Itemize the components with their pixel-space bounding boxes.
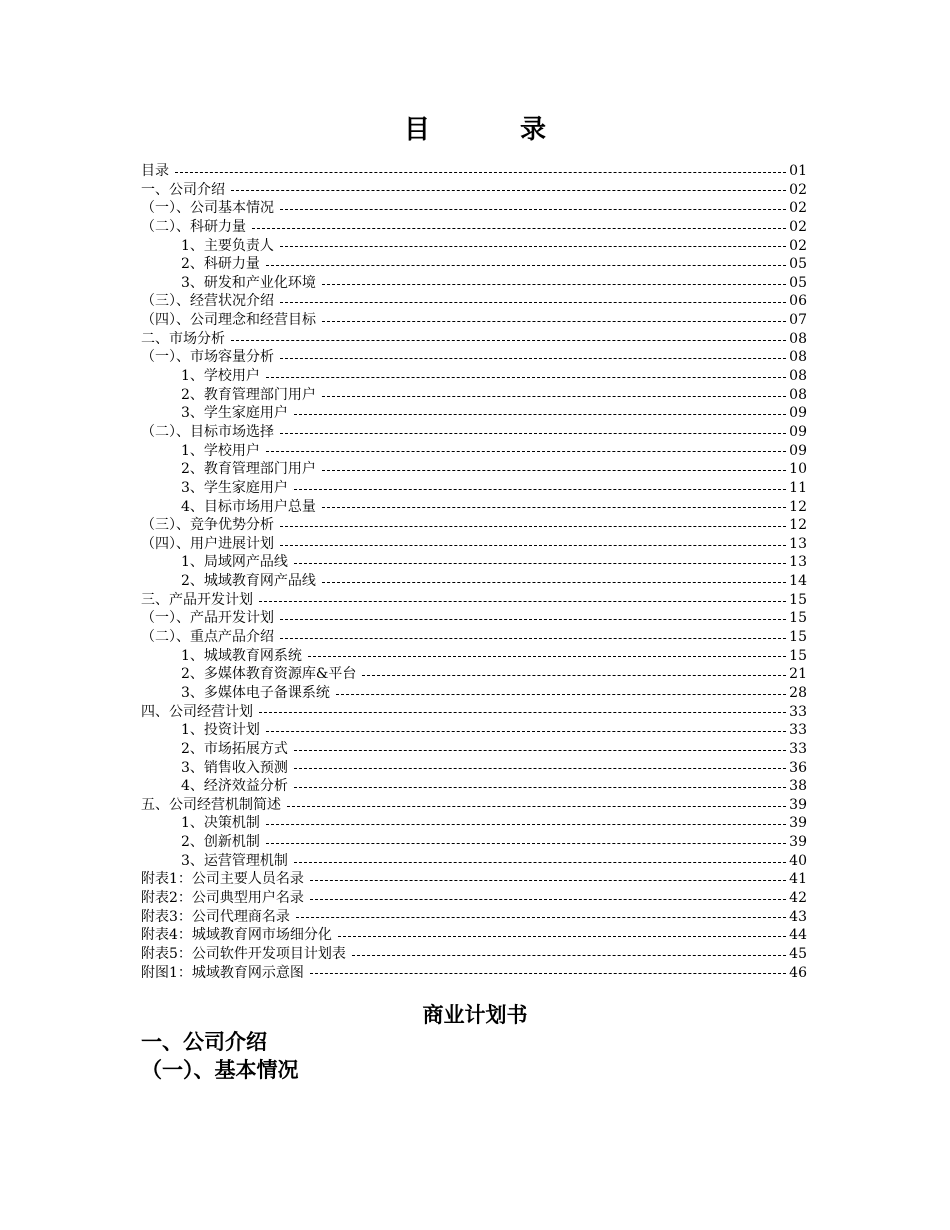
toc-entry[interactable] bbox=[141, 833, 807, 852]
toc-dot-leader bbox=[294, 414, 786, 415]
toc-dot-leader bbox=[322, 284, 786, 285]
toc-dot-leader bbox=[280, 302, 786, 303]
subsection-heading: （一）、基本情况 bbox=[141, 1057, 299, 1082]
toc-entry-label: （四）、公司理念和经营目标 bbox=[141, 312, 316, 329]
toc-entry[interactable] bbox=[141, 274, 807, 293]
toc-entry-page: 01 bbox=[789, 163, 807, 179]
toc-entry-page: 06 bbox=[789, 293, 807, 310]
toc-entry-label: 4、目标市场用户总量 bbox=[181, 498, 316, 515]
toc-entry-page: 05 bbox=[789, 256, 807, 273]
section-heading: 一、公司介绍 bbox=[141, 1029, 267, 1054]
toc-entry-label: 3、研发和产业化环境 bbox=[181, 274, 316, 291]
toc-entry-label: （二）、科研力量 bbox=[141, 218, 246, 235]
toc-entry-page: 09 bbox=[789, 405, 807, 422]
toc-dot-leader bbox=[308, 656, 786, 657]
toc-entry[interactable] bbox=[141, 777, 807, 796]
toc-dot-leader bbox=[266, 265, 786, 266]
toc-entry-page: 41 bbox=[789, 871, 807, 888]
toc-entry-label: （二）、重点产品介绍 bbox=[141, 629, 274, 646]
toc-entry-page: 33 bbox=[789, 703, 807, 720]
toc-entry-label: 2、城域教育网产品线 bbox=[181, 573, 316, 590]
toc-dot-leader bbox=[338, 936, 786, 937]
toc-entry[interactable] bbox=[141, 796, 807, 815]
toc-entry-label: 一、公司介绍 bbox=[141, 181, 225, 198]
toc-entry-label: 4、经济效益分析 bbox=[181, 778, 288, 795]
toc-entry-label: 附图1：城域教育网示意图 bbox=[141, 964, 304, 981]
toc-entry-page: 02 bbox=[789, 237, 807, 254]
toc-entry-page: 02 bbox=[789, 218, 807, 235]
toc-dot-leader bbox=[266, 377, 786, 378]
toc-entry-label: 2、教育管理部门用户 bbox=[181, 386, 316, 403]
toc-dot-leader bbox=[322, 507, 786, 508]
toc-dot-leader bbox=[310, 973, 786, 974]
toc-entry[interactable] bbox=[141, 870, 807, 889]
toc-dot-leader bbox=[280, 526, 786, 527]
toc-entry-label: 附表1：公司主要人员名录 bbox=[141, 871, 304, 888]
toc-entry[interactable] bbox=[141, 572, 807, 591]
toc-entry-page: 13 bbox=[789, 554, 807, 571]
toc-dot-leader bbox=[175, 172, 786, 173]
toc-entry-page: 28 bbox=[789, 684, 807, 701]
toc-entry[interactable] bbox=[141, 330, 807, 349]
toc-entry-page: 33 bbox=[789, 722, 807, 739]
toc-entry-label: 1、主要负责人 bbox=[181, 237, 274, 254]
toc-entry-page: 12 bbox=[789, 517, 807, 534]
toc-entry[interactable] bbox=[141, 665, 807, 684]
document-title: 商业计划书 bbox=[422, 1002, 528, 1027]
toc-entry-page: 33 bbox=[789, 740, 807, 757]
toc-entry-page: 02 bbox=[789, 200, 807, 217]
toc-entry-page: 09 bbox=[789, 442, 807, 459]
toc-entry[interactable] bbox=[141, 926, 807, 945]
toc-entry-label: 四、公司经营计划 bbox=[141, 703, 253, 720]
toc-dot-leader bbox=[280, 619, 786, 620]
toc-entry[interactable] bbox=[141, 721, 807, 740]
toc-heading bbox=[0, 112, 950, 148]
toc-entry[interactable] bbox=[141, 516, 807, 535]
toc-entry-label: （一）、市场容量分析 bbox=[141, 349, 274, 366]
toc-dot-leader bbox=[294, 563, 786, 564]
toc-dot-leader bbox=[280, 209, 786, 210]
toc-dot-leader bbox=[231, 190, 786, 191]
toc-dot-leader bbox=[294, 862, 786, 863]
toc-dot-leader bbox=[266, 824, 786, 825]
toc-entry-label: （二）、目标市场选择 bbox=[141, 423, 274, 440]
toc-entry[interactable] bbox=[141, 218, 807, 237]
toc-entry[interactable] bbox=[141, 498, 807, 517]
toc-dot-leader bbox=[266, 843, 786, 844]
toc-entry-page: 40 bbox=[789, 852, 807, 869]
toc-entry-page: 02 bbox=[789, 181, 807, 198]
toc-dot-leader bbox=[280, 246, 786, 247]
toc-entry-label: 二、市场分析 bbox=[141, 330, 225, 347]
toc-entry[interactable] bbox=[141, 889, 807, 908]
toc-dot-leader bbox=[294, 768, 786, 769]
toc-entry-page: 15 bbox=[789, 591, 807, 608]
toc-entry[interactable] bbox=[141, 255, 807, 274]
toc-entry-label: 3、多媒体电子备课系统 bbox=[181, 684, 330, 701]
toc-dot-leader bbox=[280, 358, 786, 359]
toc-entry[interactable] bbox=[141, 199, 807, 218]
toc-dot-leader bbox=[322, 470, 786, 471]
toc-entry-page: 42 bbox=[789, 889, 807, 906]
toc-entry-page: 15 bbox=[789, 629, 807, 646]
toc-entry-page: 10 bbox=[789, 461, 807, 478]
table-of-contents bbox=[141, 162, 807, 982]
toc-entry-label: 1、决策机制 bbox=[181, 815, 260, 832]
toc-dot-leader bbox=[280, 638, 786, 639]
toc-entry[interactable] bbox=[141, 479, 807, 498]
toc-entry-label: 附表2：公司典型用户名录 bbox=[141, 889, 304, 906]
toc-dot-leader bbox=[259, 601, 786, 602]
toc-heading-left: 目 bbox=[403, 115, 430, 145]
toc-entry-page: 39 bbox=[789, 796, 807, 813]
toc-entry-page: 44 bbox=[789, 927, 807, 944]
toc-dot-leader bbox=[266, 731, 786, 732]
toc-entry[interactable] bbox=[141, 386, 807, 405]
toc-entry-page: 08 bbox=[789, 349, 807, 366]
toc-entry-label: 2、教育管理部门用户 bbox=[181, 461, 316, 478]
toc-entry[interactable] bbox=[141, 367, 807, 386]
toc-entry[interactable] bbox=[141, 591, 807, 610]
toc-entry-page: 08 bbox=[789, 386, 807, 403]
toc-entry[interactable] bbox=[141, 442, 807, 461]
toc-entry[interactable] bbox=[141, 609, 807, 628]
toc-entry[interactable] bbox=[141, 423, 807, 442]
toc-dot-leader bbox=[296, 917, 786, 918]
toc-dot-leader bbox=[322, 396, 786, 397]
toc-entry-label: 3、销售收入预测 bbox=[181, 759, 288, 776]
toc-entry[interactable] bbox=[141, 404, 807, 423]
toc-entry-label: （一）、公司基本情况 bbox=[141, 200, 274, 217]
toc-entry[interactable] bbox=[141, 703, 807, 722]
toc-entry-label: 1、学校用户 bbox=[181, 442, 260, 459]
toc-dot-leader bbox=[310, 899, 786, 900]
toc-entry-page: 08 bbox=[789, 330, 807, 347]
toc-entry[interactable] bbox=[141, 181, 807, 200]
toc-dot-leader bbox=[266, 451, 786, 452]
toc-entry-label: （一）、产品开发计划 bbox=[141, 610, 274, 627]
toc-entry[interactable] bbox=[141, 292, 807, 311]
toc-entry-page: 39 bbox=[789, 834, 807, 851]
toc-dot-leader bbox=[287, 806, 786, 807]
toc-entry-label: 三、产品开发计划 bbox=[141, 591, 253, 608]
toc-entry[interactable] bbox=[141, 814, 807, 833]
toc-dot-leader bbox=[322, 582, 786, 583]
toc-entry[interactable] bbox=[141, 759, 807, 778]
toc-entry[interactable] bbox=[141, 237, 807, 256]
toc-entry[interactable] bbox=[141, 311, 807, 330]
toc-entry[interactable] bbox=[141, 535, 807, 554]
toc-entry-page: 12 bbox=[789, 498, 807, 515]
toc-entry-label: 2、多媒体教育资源库&平台 bbox=[181, 666, 357, 683]
toc-entry-page: 45 bbox=[789, 945, 807, 962]
toc-entry[interactable] bbox=[141, 945, 807, 964]
toc-entry-page: 15 bbox=[789, 610, 807, 627]
toc-entry-label: （三）、竞争优势分析 bbox=[141, 517, 274, 534]
toc-entry-page: 39 bbox=[789, 815, 807, 832]
toc-entry-page: 09 bbox=[789, 423, 807, 440]
toc-entry[interactable] bbox=[141, 852, 807, 871]
toc-entry-label: 2、创新机制 bbox=[181, 834, 260, 851]
toc-entry[interactable] bbox=[141, 964, 807, 983]
toc-entry-label: 2、市场拓展方式 bbox=[181, 740, 288, 757]
toc-entry-label: 五、公司经营机制简述 bbox=[141, 796, 281, 813]
toc-entry-label: 附表3：公司代理商名录 bbox=[141, 908, 290, 925]
toc-entry-page: 46 bbox=[789, 964, 807, 981]
toc-entry-page: 07 bbox=[789, 312, 807, 329]
toc-entry[interactable] bbox=[141, 348, 807, 367]
toc-entry-page: 43 bbox=[789, 908, 807, 925]
toc-entry-page: 13 bbox=[789, 535, 807, 552]
toc-entry-label: 1、学校用户 bbox=[181, 368, 260, 385]
toc-dot-leader bbox=[294, 489, 786, 490]
toc-entry[interactable] bbox=[141, 162, 807, 181]
toc-entry-label: 1、城域教育网系统 bbox=[181, 647, 302, 664]
toc-entry-label: 目录 bbox=[141, 163, 169, 179]
toc-entry[interactable] bbox=[141, 908, 807, 927]
toc-entry[interactable] bbox=[141, 647, 807, 666]
toc-entry-label: 3、运营管理机制 bbox=[181, 852, 288, 869]
toc-entry[interactable] bbox=[141, 628, 807, 647]
toc-entry-page: 08 bbox=[789, 368, 807, 385]
toc-entry[interactable] bbox=[141, 684, 807, 703]
toc-heading-right: 录 bbox=[520, 115, 547, 145]
toc-entry-label: 3、学生家庭用户 bbox=[181, 405, 288, 422]
toc-dot-leader bbox=[294, 750, 786, 751]
toc-dot-leader bbox=[280, 545, 786, 546]
toc-entry-page: 11 bbox=[789, 479, 807, 496]
toc-entry-label: 3、学生家庭用户 bbox=[181, 479, 288, 496]
toc-entry-page: 21 bbox=[789, 666, 807, 683]
toc-dot-leader bbox=[280, 433, 786, 434]
toc-dot-leader bbox=[352, 955, 786, 956]
toc-entry-page: 05 bbox=[789, 274, 807, 291]
toc-entry-page: 15 bbox=[789, 647, 807, 664]
toc-dot-leader bbox=[294, 787, 786, 788]
toc-entry-label: 1、局域网产品线 bbox=[181, 554, 288, 571]
toc-dot-leader bbox=[259, 712, 786, 713]
toc-entry-page: 14 bbox=[789, 573, 807, 590]
toc-entry[interactable] bbox=[141, 740, 807, 759]
toc-dot-leader bbox=[362, 675, 786, 676]
toc-entry-label: （四）、用户进展计划 bbox=[141, 535, 274, 552]
toc-entry-label: 1、投资计划 bbox=[181, 722, 260, 739]
toc-entry-label: （三）、经营状况介绍 bbox=[141, 293, 274, 310]
toc-entry[interactable] bbox=[141, 460, 807, 479]
toc-entry-label: 附表5：公司软件开发项目计划表 bbox=[141, 945, 346, 962]
toc-dot-leader bbox=[231, 340, 786, 341]
toc-dot-leader bbox=[252, 228, 786, 229]
toc-entry-page: 36 bbox=[789, 759, 807, 776]
toc-entry[interactable] bbox=[141, 553, 807, 572]
toc-dot-leader bbox=[322, 321, 786, 322]
toc-dot-leader bbox=[336, 694, 786, 695]
toc-entry-label: 附表4：城域教育网市场细分化 bbox=[141, 927, 332, 944]
toc-dot-leader bbox=[310, 880, 786, 881]
toc-entry-label: 2、科研力量 bbox=[181, 256, 260, 273]
toc-entry-page: 38 bbox=[789, 778, 807, 795]
